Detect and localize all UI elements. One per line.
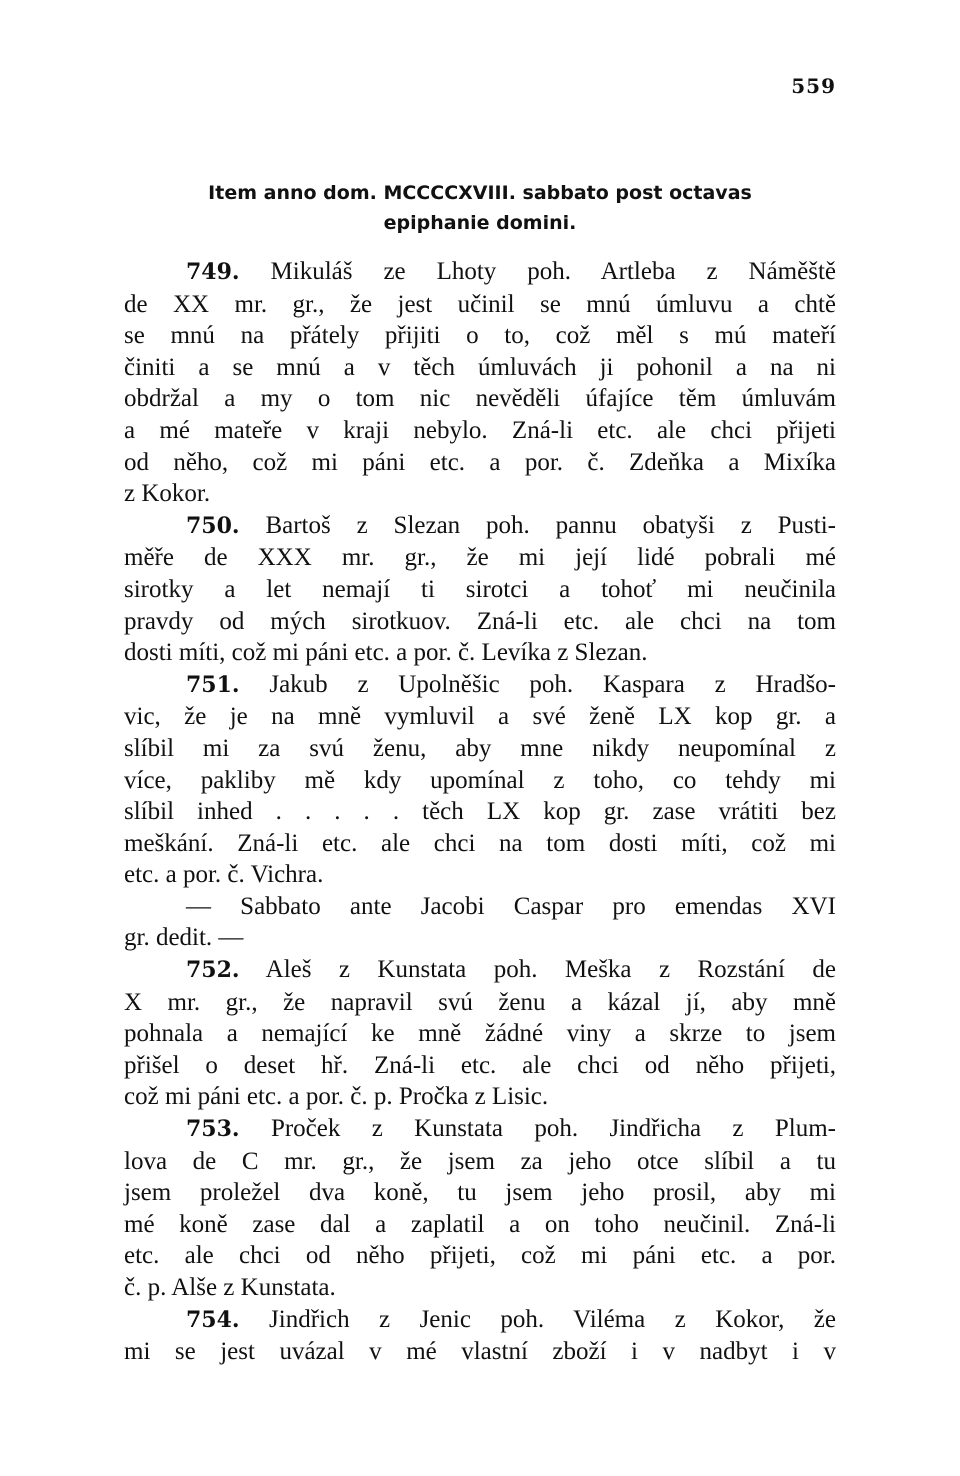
line-text: mé koně zase dal a zaplatil a on toho neučinil. Zná-li <box>124 1210 836 1238</box>
line-text: Aleš z Kunstata poh. Meška z Rozstání de <box>239 956 836 984</box>
heading-line: Item anno dom. MCCCCXVIII. sabbato post octavas <box>208 182 752 204</box>
line-text: Proček z Kunstata poh. Jindřicha z Plum- <box>239 1115 836 1143</box>
text-line <box>124 542 836 574</box>
text-line <box>124 987 836 1019</box>
line-text: — Sabbato ante Jacobi Caspar pro emendas XVI <box>186 892 836 920</box>
line-text: slíbil inhed . . . . . těch LX kop gr. zase vrátiti bez <box>124 798 836 826</box>
text-line <box>124 1240 836 1272</box>
line-text: de XX mr. gr., že jest učinil se mnú úmluvu a chtě <box>124 290 836 318</box>
text-line <box>124 606 836 638</box>
text-line <box>124 765 836 797</box>
line-text: mi se jest uvázal v mé vlastní zboží i v nadbyt i v <box>124 1338 836 1366</box>
line-text: obdržal a my o tom nic nevěděli úfajíce těm úmluvám <box>124 385 836 413</box>
body-text <box>124 256 836 1368</box>
section-heading <box>124 178 836 238</box>
page-number: 559 <box>791 74 836 98</box>
line-text: X mr. gr., že napravil svú ženu a kázal jí, aby mně <box>124 988 836 1016</box>
line-text: činiti a se mnú a v těch úmluvách ji pohonil a na ni <box>124 353 836 381</box>
line-text: a mé mateře v kraji nebylo. Zná-li etc. ale chci přijeti <box>124 416 836 444</box>
text-line <box>124 701 836 733</box>
line-text: pohnala a nemající ke mně žádné viny a skrze to jsem <box>124 1020 836 1048</box>
line-text: lova de C mr. gr., že jsem za jeho otce slíbil a tu <box>124 1147 836 1175</box>
text-line <box>124 922 836 954</box>
text-line <box>124 891 836 923</box>
entry-number: 754. <box>186 1306 240 1333</box>
text-line <box>124 1146 836 1178</box>
line-text: vic, že je na mně vymluvil a své ženě LX kop gr. a <box>124 703 836 731</box>
line-text: což mi páni etc. a por. č. p. Pročka z Lisic. <box>124 1083 549 1111</box>
line-text: přišel o deset hř. Zná-li etc. ale chci od něho přijeti, <box>124 1051 836 1079</box>
line-text: meškání. Zná-li etc. ale chci na tom dosti míti, což mi <box>124 829 836 857</box>
text-line <box>124 289 836 321</box>
line-text: Bartoš z Slezan poh. pannu obatyši z Pusti- <box>239 511 836 539</box>
line-text: Jakub z Upolněšic poh. Kaspara z Hradšo- <box>239 670 836 698</box>
entry-number: 750. <box>186 512 240 539</box>
text-line <box>124 320 836 352</box>
heading-line: epiphanie domini. <box>383 212 577 234</box>
line-text: č. p. Alše z Kunstata. <box>124 1274 336 1301</box>
line-text: více, pakliby mě kdy upomínal z toho, co tehdy mi <box>124 766 836 794</box>
line-text: měře de XXX mr. gr., že mi její lidé pobrali mé <box>124 544 836 572</box>
line-text: jsem proležel dva koně, tu jsem jeho prosil, aby mi <box>124 1179 836 1207</box>
text-line <box>124 733 836 765</box>
text-line <box>124 510 836 543</box>
text-line <box>124 1177 836 1209</box>
text-line <box>124 383 836 415</box>
line-text: etc. a por. č. Vichra. <box>124 861 324 889</box>
text-line <box>124 1272 836 1304</box>
entry-number: 752. <box>186 957 240 984</box>
line-text: pravdy od mých sirotkuov. Zná-li etc. ale chci na tom <box>124 607 836 635</box>
entry-number: 751. <box>186 671 240 698</box>
text-line <box>124 637 836 669</box>
text-line <box>124 669 836 702</box>
entry-number: 753. <box>186 1116 240 1143</box>
text-line <box>124 478 836 510</box>
text-line <box>124 1304 836 1337</box>
text-line <box>124 1018 836 1050</box>
line-text: etc. ale chci od něho přijeti, což mi páni etc. a por. <box>124 1242 836 1270</box>
text-line <box>124 447 836 479</box>
line-text: z Kokor. <box>124 480 211 508</box>
line-text: sirotky a let nemají ti sirotci a tohoť mi neučinila <box>124 575 836 603</box>
text-line <box>124 828 836 860</box>
text-line <box>124 1050 836 1082</box>
text-line <box>124 415 836 447</box>
text-line <box>124 1336 836 1368</box>
line-text: Jindřich z Jenic poh. Viléma z Kokor, že <box>239 1305 836 1333</box>
text-line <box>124 1209 836 1241</box>
line-text: dosti míti, což mi páni etc. a por. č. Levíka z Slezan. <box>124 639 648 667</box>
line-text: od něho, což mi páni etc. a por. č. Zdeňka a Mixíka <box>124 448 836 476</box>
text-line <box>124 256 836 289</box>
line-text: slíbil mi za svú ženu, aby mne nikdy neupomínal z <box>124 734 836 762</box>
entry-number: 749. <box>186 259 240 285</box>
text-line <box>124 1113 836 1146</box>
line-text: gr. dedit. — <box>124 924 244 952</box>
text-line <box>124 352 836 384</box>
text-line <box>124 574 836 606</box>
text-line <box>124 796 836 828</box>
text-line <box>124 1081 836 1113</box>
line-text: se mnú na přátely přijiti o to, což měl s mú mateří <box>124 322 836 350</box>
line-text: Mikuláš ze Lhoty poh. Artleba z Náměště <box>239 258 836 285</box>
text-line <box>124 859 836 891</box>
text-line <box>124 954 836 987</box>
